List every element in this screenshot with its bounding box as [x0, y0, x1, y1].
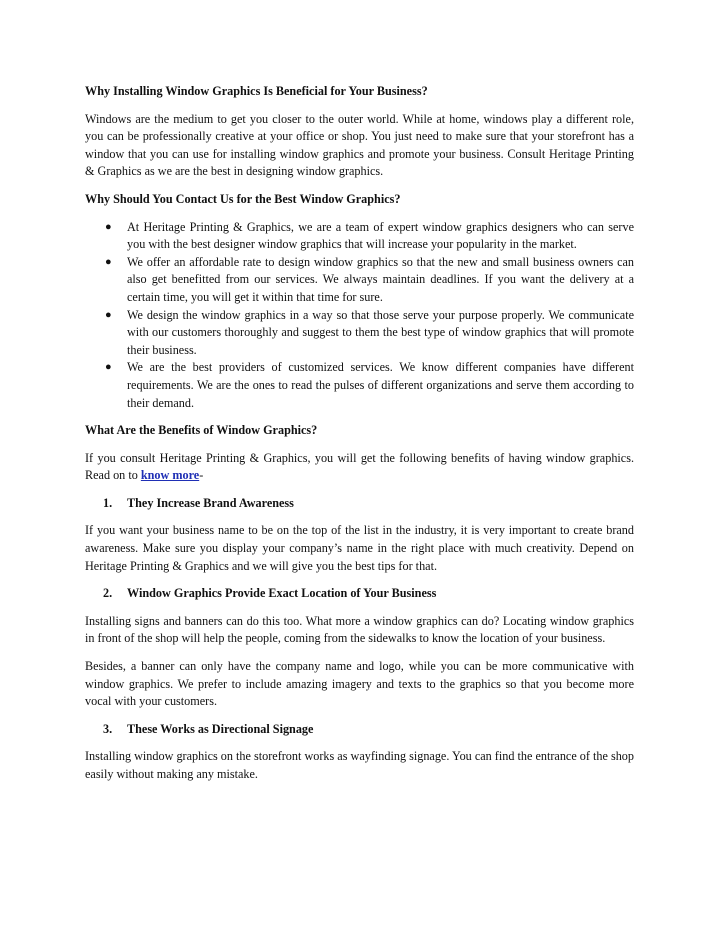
- paragraph-windows-medium: Windows are the medium to get you closer to the outer world. While at home, windows play a different role, you can be professionally creative at your office or shop. You just need to make sure that your storefront has a window that you can use for installing window graphics and promote your business. Consult Heritage Printing & Graphics as we are the best in designing window graphics.: [85, 111, 634, 179]
- paragraph-brand-awareness: If you want your business name to be on the top of the list in the industry, it is very important to create brand awareness. Make sure you display your company’s name in the right place with much creativity. Depend on Heritage Printing & Graphics and we will give you the best tips for that.: [85, 523, 634, 573]
- benefit-heading-2: 2. Window Graphics Provide Exact Location of Your Business: [103, 586, 437, 601]
- bullet-icon: ●: [105, 220, 112, 233]
- document-body: [85, 83, 634, 784]
- bullet-icon: ●: [105, 361, 112, 374]
- benefit-heading-3: 3. These Works as Directional Signage: [103, 721, 314, 736]
- list-item: ● At Heritage Printing & Graphics, we are a team of expert window graphics designers who can serve you with the best designer window graphics that will increase your popularity in the market.: [105, 219, 634, 252]
- heading-why-installing: Why Installing Window Graphics Is Beneficial for Your Business?: [85, 84, 428, 98]
- bullet-icon: ●: [105, 308, 112, 321]
- list-item: ● We are the best providers of customized services. We know different companies have different requirements. We are the ones to read the pulses of different organizations and serve them according to their demand.: [105, 360, 634, 410]
- heading-why-contact: Why Should You Contact Us for the Best Window Graphics?: [85, 191, 401, 206]
- paragraph-location-2: Besides, a banner can only have the company name and logo, while you can be more communicative with window graphics. We prefer to include amazing imagery and texts to the graphics so that you become more vocal with your customers.: [85, 659, 634, 709]
- contact-reasons-list: [85, 219, 634, 413]
- list-item: ● We offer an affordable rate to design window graphics so that the new and small business owners can also get benefitted from our services. We always maintain deadlines. If you want the delivery at a certain time, you will get it within that time for sure.: [105, 254, 634, 304]
- paragraph-location-1: Installing signs and banners can do this too. What more a window graphics can do? Locating window graphics in front of the shop will help the people, coming from the sidewalks to know the location of your business.: [85, 613, 634, 646]
- paragraph-benefits-intro: If you consult Heritage Printing & Graphics, you will get the following benefits of having window graphics. Read on to know more-: [85, 450, 634, 483]
- benefit-heading-1: 1. They Increase Brand Awareness: [103, 495, 294, 510]
- bullet-icon: ●: [105, 255, 112, 268]
- know-more-link[interactable]: know more: [140, 468, 200, 483]
- heading-benefits: What Are the Benefits of Window Graphics?: [85, 423, 318, 438]
- paragraph-directional-signage: Installing window graphics on the storefront works as wayfinding signage. You can find the entrance of the shop easily without making any mistake.: [85, 749, 634, 781]
- list-item: ● We design the window graphics in a way so that those serve your purpose properly. We communicate with our customers thoroughly and suggest to them the best type of window graphics that will promote their business.: [105, 307, 634, 357]
